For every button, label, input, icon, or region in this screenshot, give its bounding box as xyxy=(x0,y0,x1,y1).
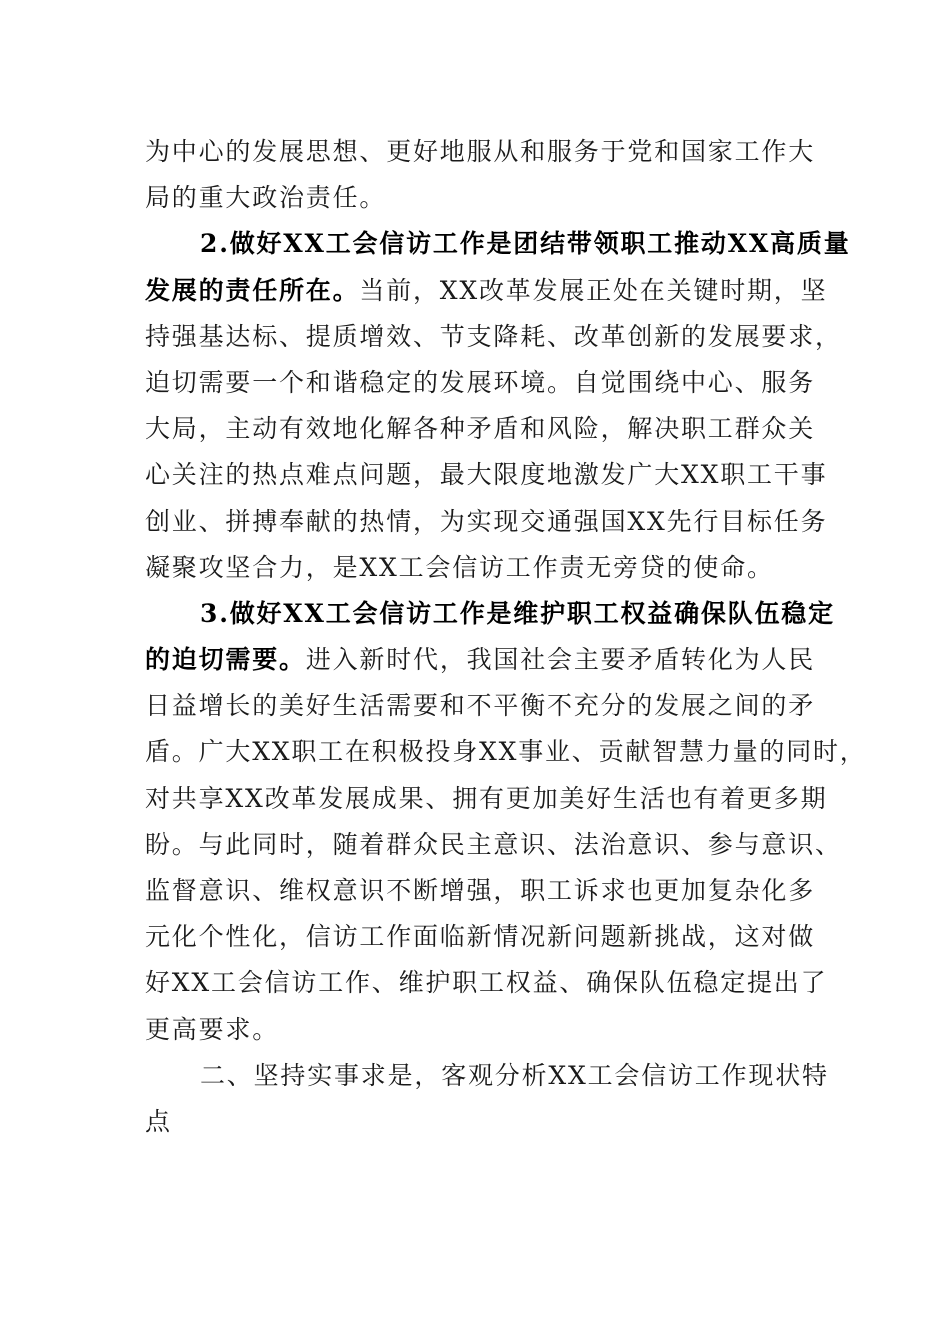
body-line: 创业、拼搏奉献的热情，为实现交通强国XX先行目标任务 xyxy=(145,506,828,536)
body-line: 元化个性化，信访工作面临新情况新问题新挑战，这对做 xyxy=(145,922,816,952)
body-line: 迫切需要一个和谐稳定的发展环境。自觉围绕中心、服务 xyxy=(145,367,816,397)
body-line: 为中心的发展思想、更好地服从和服务于党和国家工作大 xyxy=(145,137,816,166)
body-line: 盼。与此同时，随着群众民主意识、法治意识、参与意识、 xyxy=(145,829,842,859)
body-line: 局的重大政治责任。 xyxy=(145,183,387,213)
point3-heading-continuation xyxy=(145,637,825,683)
point2-heading-end: 发展的责任所在。 xyxy=(145,275,360,305)
body-line: 持强基达标、提质增效、节支降耗、改革创新的发展要求， xyxy=(145,321,842,351)
point3-heading: 3.做好XX工会信访工作是维护职工权益确保队伍稳定 xyxy=(200,598,835,628)
point2-heading: 2.做好XX工会信访工作是团结带领职工推动XX高质量 xyxy=(200,229,851,259)
body-line: 盾。广大XX职工在积极投身XX事业、贡献智慧力量的同时， xyxy=(145,737,867,767)
point2-heading-continuation xyxy=(145,268,828,314)
body-line: 更高要求。 xyxy=(145,1014,280,1044)
body-text: 进入新时代，我国社会主要矛盾转化为人民 xyxy=(305,645,816,675)
body-line: 好XX工会信访工作、维护职工权益、确保队伍稳定提出了 xyxy=(145,968,828,998)
body-line: 大局，主动有效地化解各种矛盾和风险，解决职工群众关 xyxy=(145,414,816,444)
body-line: 日益增长的美好生活需要和不平衡不充分的发展之间的矛 xyxy=(145,691,816,721)
point3-heading-end: 的迫切需要。 xyxy=(145,645,306,675)
body-line: 监督意识、维权意识不断增强，职工诉求也更加复杂化多 xyxy=(145,876,816,905)
body-line: 心关注的热点难点问题，最大限度地激发广大XX职工干事 xyxy=(145,460,828,490)
document-body xyxy=(145,129,867,1145)
body-line: 对共享XX改革发展成果、拥有更加美好生活也有着更多期 xyxy=(145,783,828,813)
body-text: 当前，XX改革发展正处在关键时期，坚 xyxy=(359,275,828,305)
body-line: 凝聚攻坚合力，是XX工会信访工作责无旁贷的使命。 xyxy=(145,552,774,582)
section2-title: 二、坚持实事求是，客观分析XX工会信访工作现状特 xyxy=(200,1060,829,1090)
section2-title-continuation: 点 xyxy=(145,1106,172,1136)
